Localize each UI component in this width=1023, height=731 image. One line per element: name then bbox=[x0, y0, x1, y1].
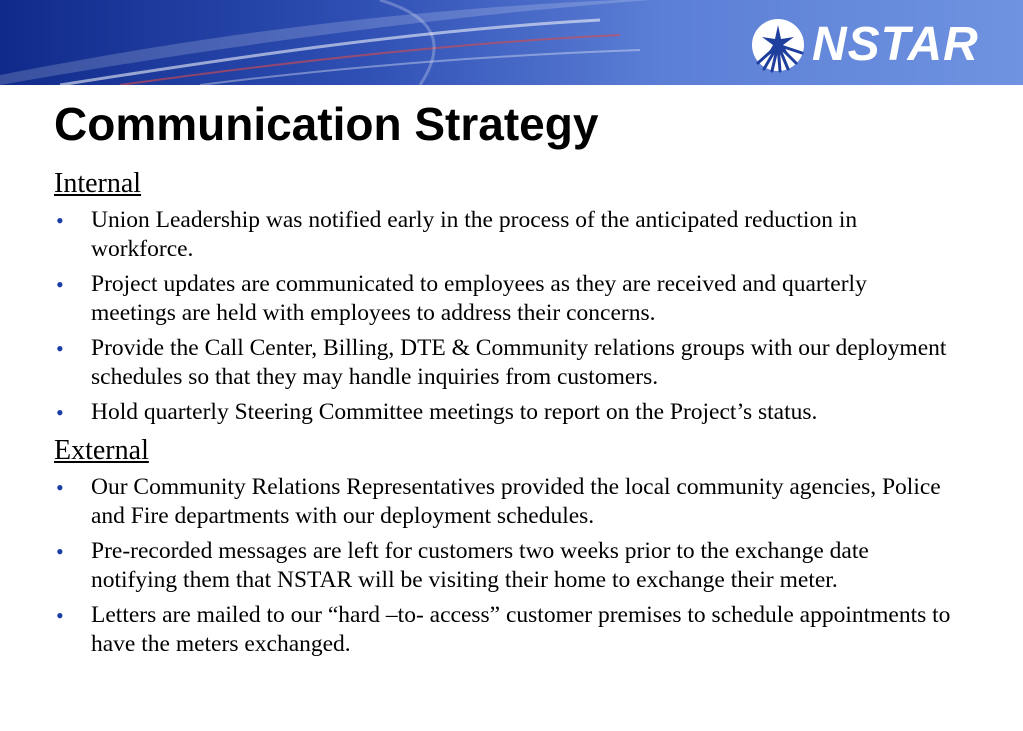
bullet-icon: • bbox=[56, 336, 64, 361]
bullet-item bbox=[54, 601, 954, 659]
bullet-icon: • bbox=[56, 400, 64, 425]
section-internal bbox=[54, 166, 954, 427]
bullet-item bbox=[54, 398, 954, 427]
section-external bbox=[54, 433, 954, 659]
slide-content bbox=[54, 166, 954, 665]
logo-text: NSTAR bbox=[812, 18, 979, 71]
bullet-item bbox=[54, 473, 954, 531]
bullet-text: Provide the Call Center, Billing, DTE & Community relations groups with our deployment schedules so that they may handle inquiries from customers. bbox=[91, 335, 947, 390]
bullet-icon: • bbox=[56, 475, 64, 500]
bullet-item bbox=[54, 537, 954, 595]
bullet-icon: • bbox=[56, 272, 64, 297]
bullet-list-external bbox=[54, 473, 954, 659]
bullet-item bbox=[54, 334, 954, 392]
bullet-item bbox=[54, 206, 954, 264]
bullet-text: Letters are mailed to our “hard –to- access” customer premises to schedule appointments to have the meters exchanged. bbox=[91, 602, 951, 657]
bullet-text: Hold quarterly Steering Committee meetings to report on the Project’s status. bbox=[91, 399, 818, 425]
bullet-text: Pre-recorded messages are left for customers two weeks prior to the exchange date notifying them that NSTAR will be visiting their home to exchange their meter. bbox=[91, 538, 869, 593]
bullet-item bbox=[54, 270, 954, 328]
section-heading-external: External bbox=[54, 435, 149, 466]
bullet-icon: • bbox=[56, 603, 64, 628]
bullet-icon: • bbox=[56, 208, 64, 233]
section-heading-internal: Internal bbox=[54, 168, 142, 199]
bullet-text: Our Community Relations Representatives provided the local community agencies, Police and Fire departments with our deployment schedules. bbox=[91, 474, 941, 529]
bullet-text: Project updates are communicated to employees as they are received and quarterly meetings are held with employees to address their concerns. bbox=[91, 271, 867, 326]
header-banner bbox=[0, 0, 1023, 85]
bullet-text: Union Leadership was notified early in the process of the anticipated reduction in workforce. bbox=[91, 207, 858, 262]
bullet-icon: • bbox=[56, 539, 64, 564]
slide-title: Communication Strategy bbox=[54, 98, 599, 150]
nstar-logo bbox=[750, 14, 979, 76]
bullet-list-internal bbox=[54, 206, 954, 427]
star-burst-icon bbox=[750, 17, 806, 73]
